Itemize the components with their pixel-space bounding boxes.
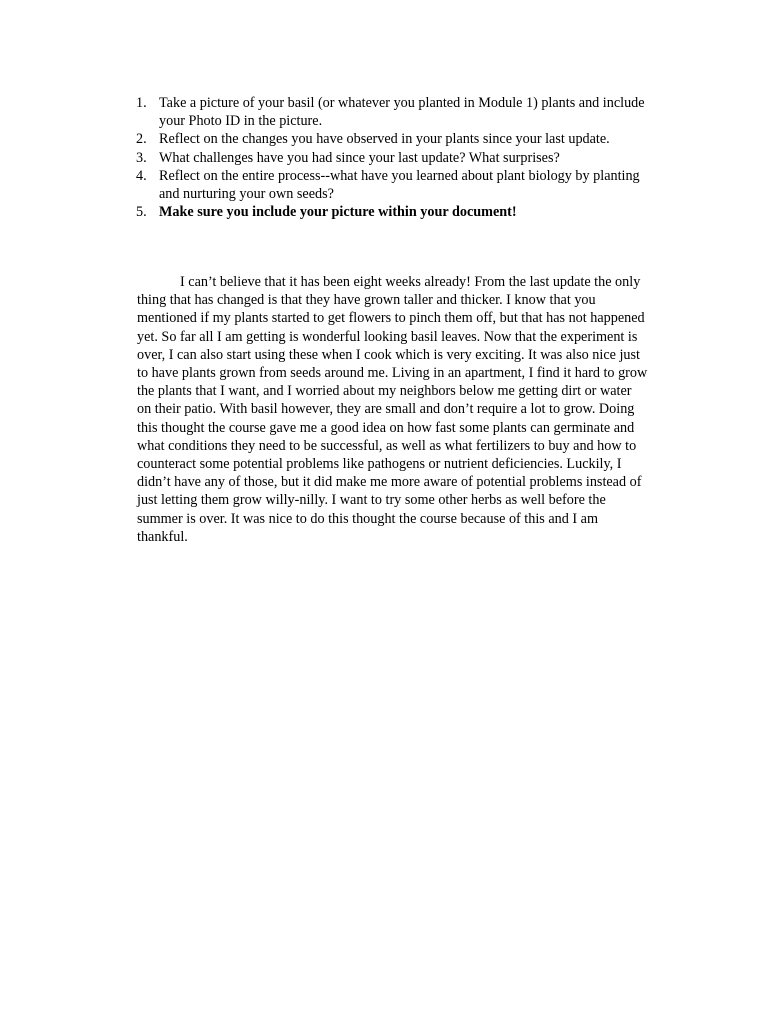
- instruction-line: Reflect on the entire process--what have you learned about plant biology by planting: [159, 167, 640, 184]
- instruction-item: [136, 130, 696, 148]
- instruction-number: 1.: [136, 95, 147, 111]
- paragraph-line: just letting them grow willy-nilly. I want to try some other herbs as well before the: [137, 492, 606, 509]
- paragraph-line: thing that has changed is that they have grown taller and thicker. I know that you: [137, 292, 596, 309]
- instruction-line: and nurturing your own seeds?: [159, 186, 334, 203]
- instruction-item: [136, 149, 696, 167]
- instruction-item: [136, 203, 696, 221]
- paragraph-line: the plants that I want, and I worried about my neighbors below me getting dirt or water: [137, 383, 632, 400]
- instruction-line: What challenges have you had since your last update? What surprises?: [159, 149, 560, 166]
- paragraph-line: counteract some potential problems like pathogens or nutrient deficiencies. Luckily, I: [137, 456, 622, 473]
- instruction-number: 2.: [136, 131, 147, 148]
- instruction-item: [136, 167, 696, 203]
- paragraph-line: thankful.: [137, 528, 188, 545]
- paragraph-line: this thought the course gave me a good idea on how fast some plants can germinate and: [137, 419, 635, 436]
- paragraph-line: what conditions they need to be successful, as well as what fertilizers to buy and how to: [137, 437, 637, 454]
- paragraph-line: to have plants grown from seeds around me. Living in an apartment, I find it hard to grow: [137, 365, 648, 382]
- paragraph-line: I can’t believe that it has been eight weeks already! From the last update the only: [180, 274, 641, 290]
- paragraph-line: on their patio. With basil however, they are small and don’t require a lot to grow. Doing: [137, 401, 635, 418]
- reflection-paragraph: [137, 273, 677, 546]
- paragraph-line: over, I can also start using these when I cook which is very exciting. It was also nice just: [137, 346, 640, 363]
- paragraph-line: yet. So far all I am getting is wonderful looking basil leaves. Now that the experiment is: [137, 328, 638, 345]
- instruction-number: 5.: [136, 204, 147, 221]
- instruction-line: Make sure you include your picture within your document!: [159, 204, 517, 221]
- paragraph-line: summer is over. It was nice to do this thought the course because of this and I am: [137, 510, 598, 527]
- paragraph-line: mentioned if my plants started to get flowers to pinch them off, but that has not happened: [137, 310, 645, 327]
- instruction-line: your Photo ID in the picture.: [159, 113, 323, 130]
- instruction-line: Reflect on the changes you have observed in your plants since your last update.: [159, 131, 610, 148]
- paragraph-line: didn’t have any of those, but it did make me more aware of potential problems instead of: [137, 474, 642, 491]
- instructions-list: [136, 94, 696, 221]
- instruction-line: Take a picture of your basil (or whatever you planted in Module 1) plants and include: [159, 95, 645, 111]
- instruction-item: [136, 94, 696, 130]
- instruction-number: 3.: [136, 149, 147, 166]
- instruction-number: 4.: [136, 167, 147, 184]
